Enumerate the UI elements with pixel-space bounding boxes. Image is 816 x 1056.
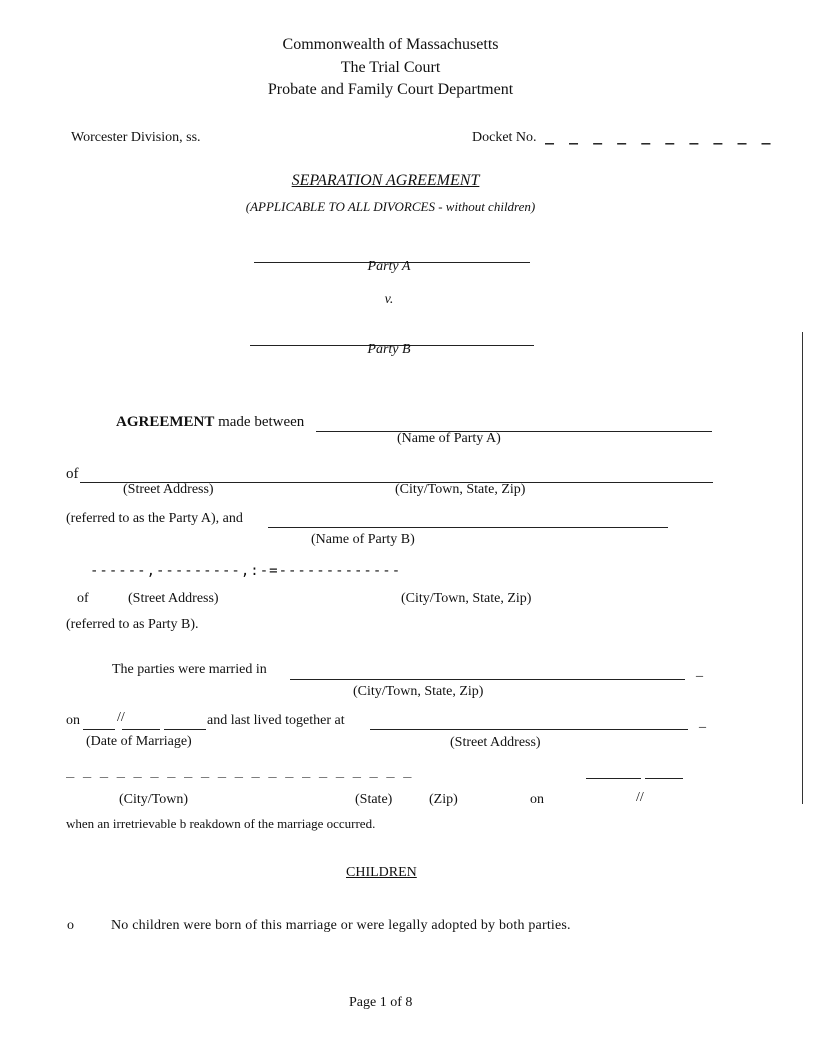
document-subtitle: (APPLICABLE TO ALL DIVORCES - without children) — [245, 199, 536, 214]
court-department: Probate and Family Court Department — [267, 81, 514, 98]
marriage-place-caption: (City/Town, State, Zip) — [353, 684, 484, 699]
breakdown-month-day-field[interactable] — [586, 778, 641, 779]
marriage-place-trail: _ — [696, 664, 703, 679]
party-b-name-field[interactable] — [268, 527, 668, 528]
referred-party-b-text: (referred to as Party B). — [66, 617, 199, 632]
document-title: SEPARATION AGREEMENT — [291, 172, 480, 189]
margin-rule — [802, 332, 803, 804]
agreement-intro — [116, 414, 304, 431]
party-b-name-caption: (Name of Party B) — [311, 532, 415, 547]
party-a-city-caption: (City/Town, State, Zip) — [395, 482, 526, 497]
children-heading: CHILDREN — [346, 865, 417, 880]
city-town-caption: (City/Town) — [119, 792, 189, 807]
party-b-street-caption: (Street Address) — [128, 591, 219, 606]
party-a-street-caption: (Street Address) — [123, 482, 214, 497]
made-between-label: made between — [218, 414, 305, 430]
party-a-name-caption: (Name of Party A) — [397, 431, 501, 446]
no-children-checkbox[interactable]: o — [67, 918, 74, 933]
marriage-place-field[interactable] — [290, 679, 685, 680]
docket-label: Docket No. — [472, 130, 537, 145]
court-title: The Trial Court — [340, 59, 441, 76]
last-address-field[interactable] — [370, 729, 688, 730]
docket-number-field[interactable]: _ _ _ _ _ _ _ _ _ _ — [545, 127, 774, 145]
last-city-state-zip-field[interactable]: _ _ _ _ _ _ _ _ _ _ _ _ _ _ _ _ _ _ _ _ _ — [66, 762, 412, 778]
last-street-caption: (Street Address) — [450, 735, 541, 750]
of-label-a: of — [66, 466, 79, 482]
page-number: Page 1 of 8 — [349, 995, 413, 1010]
party-a-caption-label: Party A — [367, 259, 411, 274]
agreement-bold-label: AGREEMENT — [116, 414, 215, 430]
marriage-year-field[interactable] — [164, 729, 206, 730]
party-a-name-field[interactable] — [316, 431, 712, 432]
breakdown-text: when an irretrievable b reakdown of the marriage occurred. — [66, 816, 376, 831]
date-slashes: // — [117, 710, 125, 725]
versus-label: v. — [384, 292, 394, 307]
marriage-day-field[interactable] — [122, 729, 160, 730]
court-name: Commonwealth of Massachusetts — [282, 36, 499, 53]
married-in-text: The parties were married in — [112, 662, 267, 677]
party-b-city-caption: (City/Town, State, Zip) — [401, 591, 532, 606]
breakdown-date-slashes: // — [636, 790, 644, 805]
of-label-b: of — [77, 591, 89, 606]
breakdown-year-field[interactable] — [645, 778, 683, 779]
on-label: on — [66, 713, 80, 728]
party-b-caption-label: Party B — [367, 342, 411, 357]
date-of-marriage-caption: (Date of Marriage) — [86, 734, 192, 749]
marriage-month-field[interactable] — [83, 729, 115, 730]
on-label-2: on — [530, 792, 544, 807]
party-b-address-field[interactable]: ------,---------,:-=------------- — [90, 563, 402, 579]
state-caption: (State) — [355, 792, 393, 807]
no-children-text: No children were born of this marriage or were legally adopted by both parties. — [111, 918, 571, 933]
last-lived-text: and last lived together at — [207, 713, 345, 728]
division-label: Worcester Division, ss. — [71, 130, 201, 145]
zip-caption: (Zip) — [429, 792, 458, 807]
referred-party-a-text: (referred to as the Party A), and — [66, 511, 243, 526]
last-address-trail: _ — [699, 715, 706, 730]
